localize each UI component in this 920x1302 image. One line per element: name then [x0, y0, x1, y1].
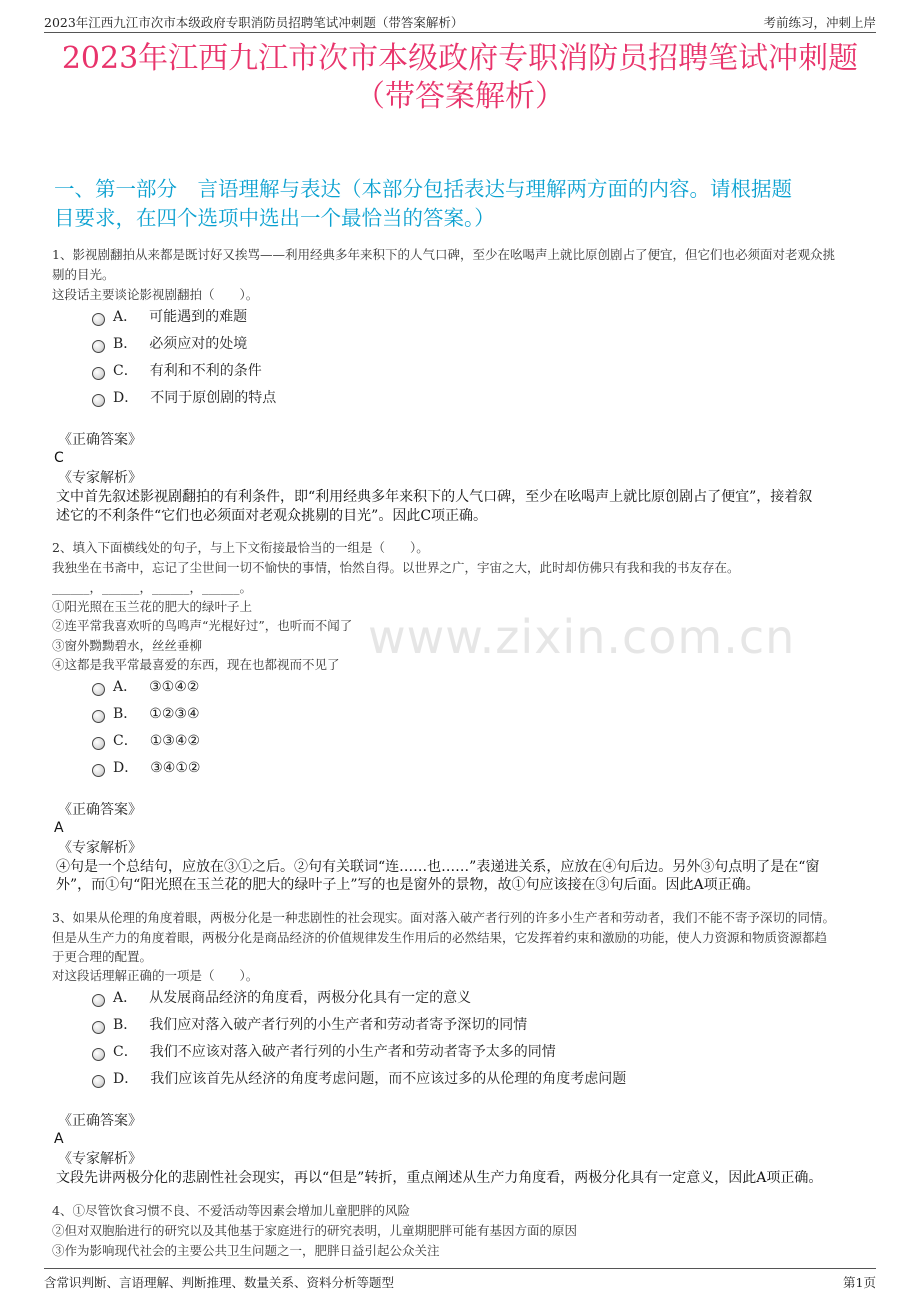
- option-text: 从发展商品经济的角度看，两极分化具有一定的意义: [149, 990, 472, 1006]
- header-doc-title: 2023年江西九江市次市本级政府专职消防员招聘笔试冲刺题（带答案解析）: [44, 15, 464, 30]
- option-letter: B．: [113, 336, 138, 352]
- q2-option-d[interactable]: [92, 758, 200, 778]
- q2-analysis-line-1: ④句是一个总结句，应放在③①之后。②句有关联词“连……也……”表递进关系，应放在④句后边。另外③句点明了是在“窗: [56, 859, 820, 875]
- q4-sentence-3: ③作为影响现代社会的主要公共卫生问题之一，肥胖日益引起公众关注: [52, 1243, 440, 1258]
- option-letter: A．: [113, 990, 138, 1006]
- q1-option-c[interactable]: [92, 361, 262, 381]
- q3-option-a[interactable]: [92, 988, 471, 1008]
- option-letter: B．: [113, 1017, 138, 1033]
- q1-answer-label: 《正确答案》: [58, 432, 142, 448]
- q3-stem-line-2: 但是从生产力的角度着眼，两极分化是商品经济的价值规律发生作用后的必然结果，它发挥着约束和激励的功能，使人力资源和物质资源都趋: [52, 930, 828, 945]
- option-letter: D．: [113, 390, 139, 406]
- option-text: ③④①②: [150, 760, 201, 776]
- option-text: ①②③④: [149, 706, 200, 722]
- option-text: ③①④②: [149, 679, 200, 695]
- q3-answer: A: [54, 1131, 64, 1147]
- q1-analysis-line-2: 述它的不利条件“它们也必须面对老观众挑剔的目光”。因此C项正确。: [56, 508, 488, 524]
- q3-stem-line-1: 3、如果从伦理的角度着眼，两极分化是一种悲剧性的社会现实。面对落入破产者行列的许多小生产者和劳动者，我们不能不寄予深切的同情。: [52, 910, 835, 925]
- q2-option-b[interactable]: [92, 704, 200, 724]
- document-title: [40, 40, 880, 116]
- option-text: 可能遇到的难题: [149, 309, 248, 325]
- q2-option-c[interactable]: [92, 731, 200, 751]
- q4-sentence-1: 4、①尽管饮食习惯不良、不爱活动等因素会增加儿童肥胖的风险: [52, 1203, 410, 1218]
- radio-icon[interactable]: [92, 737, 105, 750]
- radio-icon[interactable]: [92, 683, 105, 696]
- q2-answer: A: [54, 820, 64, 836]
- option-letter: C．: [113, 1044, 138, 1060]
- q2-sentence-2: ②连平常我喜欢听的鸟鸣声“光棍好过”，也听而不闻了: [52, 618, 353, 633]
- q1-stem-line-2: 剔的目光。: [52, 267, 115, 282]
- page-number: 第1页: [843, 1275, 876, 1290]
- q2-sentence-1: ①阳光照在玉兰花的肥大的绿叶子上: [52, 599, 253, 614]
- radio-icon[interactable]: [92, 1021, 105, 1034]
- header-slogan: 考前练习，冲刺上岸: [763, 15, 876, 30]
- q1-analysis-label: 《专家解析》: [58, 470, 142, 486]
- option-text: 我们应对落入破产者行列的小生产者和劳动者寄予深切的同情: [149, 1017, 528, 1033]
- q3-option-d[interactable]: [92, 1069, 626, 1089]
- section-heading-line-1: 一、第一部分 言语理解与表达（本部分包括表达与理解两方面的内容。请根据题: [54, 177, 792, 201]
- q3-option-b[interactable]: [92, 1015, 527, 1035]
- q1-stem-line-1: 1、影视剧翻拍从来都是既讨好又挨骂——利用经典多年来积下的人气口碑，至少在吆喝声上就比原创剧占了便宜，但它们也必须面对老观众挑: [52, 247, 835, 262]
- radio-icon[interactable]: [92, 764, 105, 777]
- option-letter: C．: [113, 363, 138, 379]
- q2-stem-blanks: ______，______，______，______。: [52, 580, 253, 595]
- q4-sentence-2: ②但对双胞胎进行的研究以及其他基于家庭进行的研究表明，儿童期肥胖可能有基因方面的原因: [52, 1223, 578, 1238]
- q1-analysis-line-1: 文中首先叙述影视剧翻拍的有利条件，即“利用经典多年来积下的人气口碑，至少在吆喝声上就比原创剧占了便宜”，接着叙: [56, 489, 813, 505]
- q3-answer-label: 《正确答案》: [58, 1113, 142, 1129]
- watermark: www.zixin.com.cn: [368, 610, 796, 664]
- q2-answer-label: 《正确答案》: [58, 802, 142, 818]
- option-text: 我们应该首先从经济的角度考虑问题，而不应该过多的从伦理的角度考虑问题: [150, 1071, 627, 1087]
- q3-analysis-label: 《专家解析》: [58, 1151, 142, 1167]
- radio-icon[interactable]: [92, 1075, 105, 1088]
- option-letter: C．: [113, 733, 138, 749]
- q3-stem-line-4: 对这段话理解正确的一项是（ ）。: [52, 968, 259, 983]
- q3-stem-line-3: 于更合理的配置。: [52, 949, 153, 964]
- radio-icon[interactable]: [92, 1048, 105, 1061]
- radio-icon[interactable]: [92, 994, 105, 1007]
- q1-stem-line-3: 这段话主要谈论影视剧翻拍（ ）。: [52, 287, 259, 302]
- option-letter: D．: [113, 1071, 139, 1087]
- q2-analysis-label: 《专家解析》: [58, 840, 142, 856]
- q2-stem-line-2: 我独坐在书斋中，忘记了尘世间一切不愉快的事情，怡然自得。以世界之广，宇宙之大，此时却仿佛只有我和我的书友存在。: [52, 560, 740, 575]
- option-text: 有利和不利的条件: [149, 363, 262, 379]
- option-text: 不同于原创剧的特点: [150, 390, 277, 406]
- q2-analysis-line-2: 外”，而①句“阳光照在玉兰花的肥大的绿叶子上”写的也是窗外的景物，故①句应该接在③句后面。因此A项正确。: [56, 877, 760, 893]
- q1-option-d[interactable]: [92, 388, 276, 408]
- option-text: 我们不应该对落入破产者行列的小生产者和劳动者寄予太多的同情: [149, 1044, 556, 1060]
- q2-sentence-4: ④这都是我平常最喜爱的东西，现在也都视而不见了: [52, 657, 340, 672]
- option-text: 必须应对的处境: [149, 336, 248, 352]
- q3-option-c[interactable]: [92, 1042, 556, 1062]
- q2-stem-line-1: 2、填入下面横线处的句子，与上下文衔接最恰当的一组是（ ）。: [52, 540, 429, 555]
- radio-icon[interactable]: [92, 340, 105, 353]
- radio-icon[interactable]: [92, 710, 105, 723]
- option-text: ①③④②: [149, 733, 200, 749]
- footer-question-types: 含常识判断、言语理解、判断推理、数量关系、资料分析等题型: [44, 1275, 395, 1290]
- radio-icon[interactable]: [92, 367, 105, 380]
- option-letter: D．: [113, 760, 139, 776]
- q1-option-b[interactable]: [92, 334, 247, 354]
- title-line-2: （带答案解析）: [355, 79, 565, 114]
- q2-sentence-3: ③窗外黝黝碧水，丝丝垂柳: [52, 638, 203, 653]
- option-letter: A．: [113, 309, 138, 325]
- page-footer: [44, 1268, 876, 1293]
- q1-option-a[interactable]: [92, 307, 247, 327]
- section-heading-line-2: 目要求，在四个选项中选出一个最恰当的答案。）: [54, 206, 495, 230]
- title-line-1: 2023年江西九江市次市本级政府专职消防员招聘笔试冲刺题: [61, 41, 859, 76]
- q1-answer: C: [54, 450, 64, 466]
- option-letter: B．: [113, 706, 138, 722]
- q2-option-a[interactable]: [92, 677, 199, 697]
- option-letter: A．: [113, 679, 138, 695]
- page-header: [44, 10, 876, 33]
- radio-icon[interactable]: [92, 313, 105, 326]
- q3-analysis-line-1: 文段先讲两极分化的悲剧性社会现实，再以“但是”转折，重点阐述从生产力角度看，两极分化具有一定意义，因此A项正确。: [56, 1170, 823, 1186]
- section-heading: [54, 175, 876, 233]
- radio-icon[interactable]: [92, 394, 105, 407]
